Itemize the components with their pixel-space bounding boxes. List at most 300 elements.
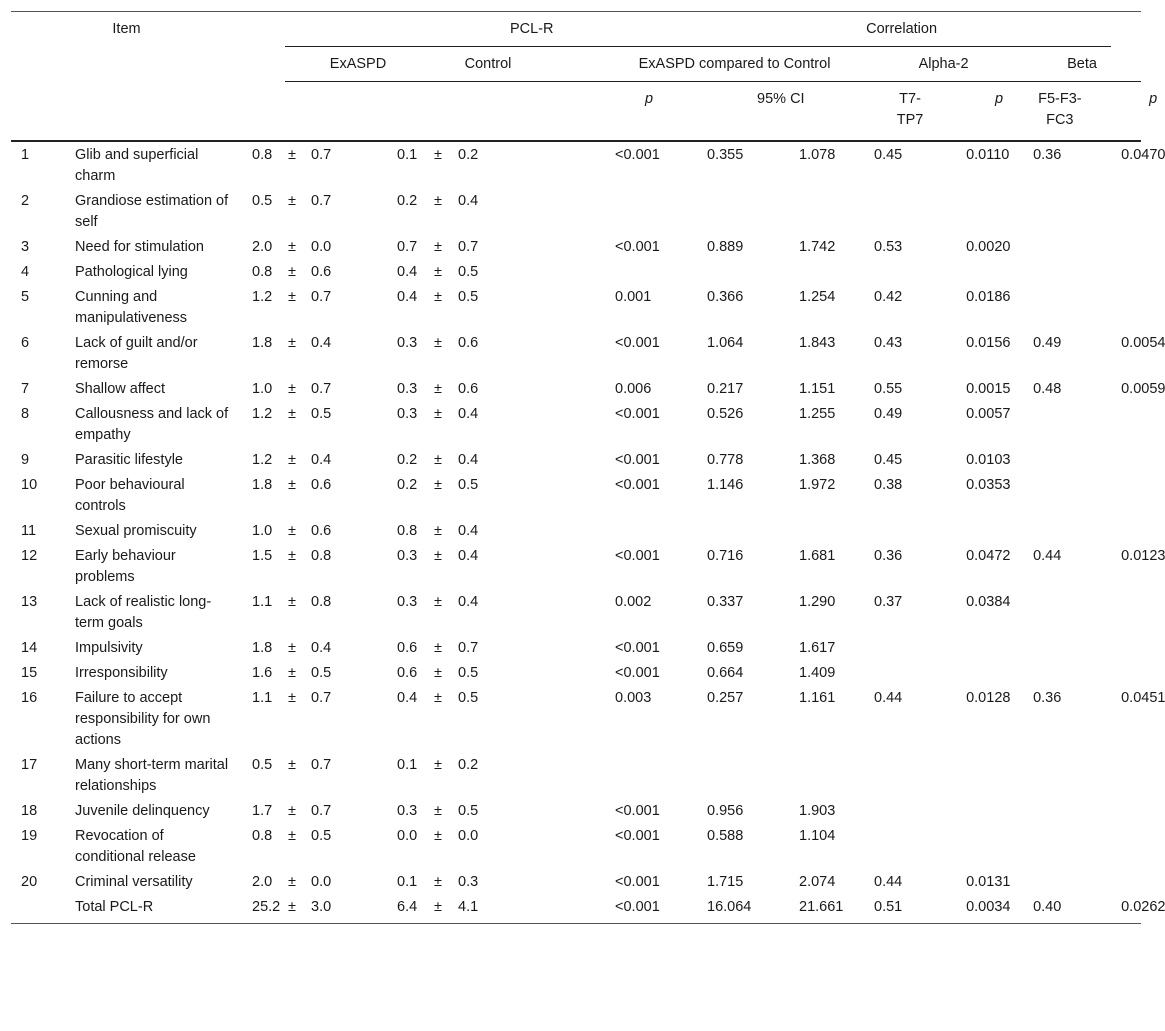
control-mean: 0.3 [397,335,418,351]
exaspd-sd: 0.4 [311,335,332,351]
control-pm: ± [434,406,442,422]
header-t7-tp7 [864,82,956,142]
ci-high: 1.903 [799,803,836,819]
control-sd: 0.4 [458,594,479,610]
item-name: Pathological lying [75,264,188,280]
header-exaspd: ExASPD [285,47,431,82]
control-sd: 0.5 [458,477,479,493]
beta-p [1111,285,1141,331]
compare-p [605,260,697,285]
alpha2-r: 0.37 [874,594,903,610]
compare-p: <0.001 [615,452,660,468]
row-number: 14 [21,640,38,656]
beta-p: 0.0470 [1121,147,1165,163]
row-number: 4 [21,264,30,280]
alpha2-r [864,661,956,686]
control-mean: 0.0 [397,828,418,844]
beta-r [1023,661,1111,686]
beta-r [1023,402,1111,448]
compare-p: 0.002 [615,594,652,610]
beta-r [1023,473,1111,519]
beta-r [1023,636,1111,661]
ci-low: 0.217 [707,381,744,397]
exaspd-pm: ± [288,874,296,890]
ci-low: 0.664 [707,665,744,681]
control-sd: 0.5 [458,264,479,280]
alpha2-r [864,189,956,235]
table-row [11,799,1141,824]
table-row [11,824,1141,870]
beta-r [1023,824,1111,870]
header-95ci: 95% CI [697,82,864,142]
alpha2-p: 0.0020 [966,239,1011,255]
control-mean: 0.3 [397,548,418,564]
ci-high [789,753,864,799]
beta-r [1023,799,1111,824]
item-name: Criminal versatility [75,874,193,890]
control-pm: ± [434,335,442,351]
row-number: 7 [21,381,30,397]
alpha2-r: 0.44 [874,690,903,706]
compare-p: <0.001 [605,895,697,924]
item-name: Poor behavioural controls [75,477,185,514]
beta-r: 0.36 [1033,147,1062,163]
exaspd-sd: 0.8 [311,548,332,564]
compare-p: <0.001 [615,803,660,819]
beta-p [1111,661,1141,686]
table-row [11,686,1141,753]
ci-low: 16.064 [697,895,789,924]
ci-low [697,189,789,235]
alpha2-r: 0.36 [874,548,903,564]
beta-p [1111,590,1141,636]
ci-high: 1.409 [799,665,836,681]
alpha2-r: 0.38 [874,477,903,493]
row-number: 2 [21,193,30,209]
item-name: Irresponsibility [75,665,168,681]
exaspd-mean: 0.5 [252,193,273,209]
exaspd-sd: 0.7 [311,757,332,773]
beta-r [1023,448,1111,473]
alpha2-p: 0.0128 [966,690,1011,706]
table-row [11,260,1141,285]
beta-r [1023,590,1111,636]
header-pclr: PCL-R [285,12,956,47]
alpha2-r: 0.44 [874,874,903,890]
control-mean: 0.3 [397,594,418,610]
ci-high: 1.255 [799,406,836,422]
beta-r: 0.40 [1023,895,1111,924]
alpha2-p: 0.0015 [966,381,1011,397]
alpha2-p: 0.0353 [966,477,1011,493]
ci-high: 1.681 [799,548,836,564]
table-header [11,12,1158,142]
alpha2-r: 0.45 [874,452,903,468]
header-correlation [866,12,1111,47]
alpha2-r: 0.55 [874,381,903,397]
exaspd-pm: ± [288,193,296,209]
alpha2-r: 0.53 [874,239,903,255]
ci-low: 0.257 [707,690,744,706]
ci-low: 0.778 [707,452,744,468]
exaspd-pm: ± [288,757,296,773]
beta-r [1023,519,1111,544]
header-alpha2: Alpha-2 [864,47,1023,82]
alpha2-r [864,636,956,661]
control-pm: ± [434,548,442,564]
item-name: Total PCL-R [73,895,242,924]
item-name: Many short-term marital relationships [75,757,229,794]
control-mean: 0.4 [397,690,418,706]
item-name: Sexual promiscuity [75,523,197,539]
beta-p: 0.0059 [1121,381,1165,397]
control-mean: 0.3 [397,803,418,819]
beta-r [1023,285,1111,331]
beta-r: 0.36 [1033,690,1062,706]
exaspd-pm: ± [288,665,296,681]
item-name: Early behaviour problems [75,548,176,585]
header-t7-line2: TP7 [896,112,924,128]
exaspd-mean: 1.6 [252,665,273,681]
ci-high: 1.972 [799,477,836,493]
control-mean: 0.4 [397,264,418,280]
exaspd-pm: ± [288,523,296,539]
ci-low: 0.716 [707,548,744,564]
control-mean: 0.1 [397,147,418,163]
control-mean: 0.3 [397,406,418,422]
ci-low: 0.366 [707,289,744,305]
beta-p [1111,753,1141,799]
ci-low: 1.146 [707,477,744,493]
beta-p [1111,260,1141,285]
exaspd-mean: 0.8 [252,264,273,280]
compare-p: <0.001 [615,874,660,890]
header-beta: Beta [1023,47,1141,82]
ci-low: 0.337 [707,594,744,610]
control-pm: ± [434,289,442,305]
exaspd-pm: ± [288,147,296,163]
ci-high: 1.104 [799,828,836,844]
alpha2-p [956,824,1023,870]
control-sd: 0.5 [458,803,479,819]
control-pm: ± [434,523,442,539]
alpha2-p [956,519,1023,544]
beta-p: 0.0451 [1121,690,1165,706]
exaspd-mean: 0.5 [252,757,273,773]
exaspd-mean: 1.5 [252,548,273,564]
alpha2-p: 0.0186 [966,289,1011,305]
exaspd-mean: 1.2 [252,289,273,305]
compare-p: 0.001 [615,289,652,305]
control-mean: 0.8 [397,523,418,539]
row-number: 8 [21,406,30,422]
row-number: 19 [21,828,38,844]
compare-p: 0.003 [615,690,652,706]
exaspd-pm: ± [288,594,296,610]
compare-p: <0.001 [615,828,660,844]
exaspd-sd: 0.5 [311,828,332,844]
control-pm: ± [434,381,442,397]
item-name: Impulsivity [75,640,143,656]
alpha2-p: 0.0384 [966,594,1011,610]
ci-low: 0.956 [707,803,744,819]
alpha2-p: 0.0103 [966,452,1011,468]
alpha2-r [864,260,956,285]
beta-p [1111,799,1141,824]
row-number: 6 [21,335,30,351]
control-pm: ± [434,803,442,819]
ci-low [697,519,789,544]
alpha2-r: 0.42 [874,289,903,305]
header-alpha-p: p [956,82,1023,142]
exaspd-pm: ± [288,264,296,280]
ci-low: 0.526 [707,406,744,422]
ci-low [697,753,789,799]
ci-low: 0.659 [707,640,744,656]
beta-r [1023,235,1111,260]
table-row [11,895,1141,924]
exaspd-sd: 0.6 [311,264,332,280]
header-f5-f3-fc3 [1023,82,1111,142]
alpha2-r: 0.51 [864,895,956,924]
compare-p: <0.001 [615,548,660,564]
header-item: Item [11,12,242,47]
exaspd-sd: 0.5 [311,665,332,681]
alpha2-p [956,799,1023,824]
control-sd: 0.3 [458,874,479,890]
alpha2-p: 0.0131 [966,874,1011,890]
exaspd-pm: ± [288,452,296,468]
control-sd: 0.7 [458,239,479,255]
ci-low: 1.715 [707,874,744,890]
item-name: Cunning and manipulativeness [75,289,188,326]
item-name: Failure to accept responsibility for own actions [75,690,211,748]
exaspd-pm: ± [288,828,296,844]
ci-high: 2.074 [799,874,836,890]
exaspd-sd: 0.6 [311,477,332,493]
compare-p: <0.001 [615,147,660,163]
control-sd: 0.4 [458,523,479,539]
row-number: 15 [21,665,38,681]
control-sd: 0.5 [458,289,479,305]
exaspd-sd: 0.7 [311,690,332,706]
ci-high: 21.661 [789,895,864,924]
row-number: 1 [21,147,30,163]
row-number: 18 [21,803,38,819]
table-row [11,636,1141,661]
table-row [11,544,1141,590]
table-row [11,661,1141,686]
beta-r [1023,753,1111,799]
item-name: Glib and superficial charm [75,147,199,184]
compare-p: <0.001 [615,640,660,656]
exaspd-mean: 2.0 [252,239,273,255]
row-number: 3 [21,239,30,255]
beta-p: 0.0262 [1111,895,1141,924]
row-number: 16 [21,690,38,706]
exaspd-mean: 1.8 [252,335,273,351]
beta-p [1111,824,1141,870]
ci-high: 1.843 [799,335,836,351]
beta-p [1111,402,1141,448]
item-name: Lack of guilt and/or remorse [75,335,198,372]
alpha2-p: 0.0156 [966,335,1011,351]
control-pm: ± [434,477,442,493]
beta-p [1111,189,1141,235]
alpha2-r: 0.43 [874,335,903,351]
exaspd-mean: 2.0 [252,874,273,890]
alpha2-p [956,636,1023,661]
exaspd-mean: 0.8 [252,147,273,163]
compare-p: <0.001 [615,239,660,255]
item-name: Shallow affect [75,381,166,397]
ci-high [789,519,864,544]
exaspd-sd: 0.7 [311,147,332,163]
row-number: 11 [21,523,37,539]
exaspd-sd: 0.8 [311,594,332,610]
row-number: 12 [21,548,38,564]
header-control: Control [431,47,605,82]
control-pm: ± [434,147,442,163]
control-pm: ± [434,665,442,681]
ci-low: 0.588 [707,828,744,844]
alpha2-p: 0.0110 [966,147,1010,163]
table-row [11,377,1141,402]
beta-p [1111,870,1141,895]
ci-high: 1.290 [799,594,836,610]
control-mean: 0.1 [397,874,418,890]
ci-high: 1.368 [799,452,836,468]
compare-p [605,189,697,235]
ci-high: 1.151 [799,381,836,397]
control-sd: 4.1 [458,895,605,924]
control-sd: 0.6 [458,335,479,351]
control-pm: ± [431,895,458,924]
control-pm: ± [434,690,442,706]
ci-high: 1.617 [799,640,836,656]
ci-high: 1.161 [799,690,836,706]
exaspd-pm: ± [288,803,296,819]
table-row [11,519,1141,544]
alpha2-r [864,799,956,824]
header-correlation-text: Correlation [866,21,938,37]
exaspd-mean: 1.0 [252,381,273,397]
control-mean: 0.6 [397,665,418,681]
exaspd-mean: 1.1 [252,594,273,610]
control-pm: ± [434,874,442,890]
beta-r: 0.44 [1033,548,1062,564]
beta-r [1023,870,1111,895]
control-mean: 0.3 [397,381,418,397]
table-row [11,331,1141,377]
control-pm: ± [434,193,442,209]
row-number: 9 [21,452,30,468]
control-pm: ± [434,640,442,656]
table-row [11,141,1141,189]
alpha2-r [864,519,956,544]
table-body [11,141,1165,924]
exaspd-sd: 0.7 [311,193,332,209]
exaspd-pm: ± [288,690,296,706]
beta-p [1111,519,1141,544]
exaspd-pm: ± [288,640,296,656]
row-number: 20 [21,874,38,890]
header-compared: ExASPD compared to Control [605,47,864,82]
alpha2-p: 0.0034 [956,895,1023,924]
header-beta-p: p [1111,82,1141,142]
table-row [11,473,1141,519]
exaspd-sd: 3.0 [311,895,387,924]
row-number: 13 [21,594,38,610]
item-name: Need for stimulation [75,239,204,255]
control-mean: 0.6 [397,640,418,656]
exaspd-mean: 1.8 [252,477,273,493]
exaspd-mean: 1.0 [252,523,273,539]
exaspd-pm: ± [288,548,296,564]
item-name: Callousness and lack of empathy [75,406,229,443]
alpha2-r: 0.45 [874,147,903,163]
exaspd-mean: 1.8 [252,640,273,656]
control-sd: 0.2 [458,147,479,163]
control-sd: 0.7 [458,640,479,656]
control-sd: 0.5 [458,665,479,681]
header-f5-line2: FC3 [1046,112,1074,128]
alpha2-r: 0.49 [874,406,903,422]
ci-low: 0.355 [707,147,744,163]
exaspd-sd: 0.6 [311,523,332,539]
exaspd-pm: ± [288,406,296,422]
control-sd: 0.4 [458,548,479,564]
beta-r [1023,260,1111,285]
table-row [11,235,1141,260]
control-sd: 0.2 [458,757,479,773]
ci-low: 1.064 [707,335,744,351]
control-pm: ± [434,828,442,844]
beta-p: 0.0054 [1121,335,1165,351]
exaspd-sd: 0.0 [311,874,332,890]
row-number: 10 [21,477,38,493]
exaspd-pm: ± [288,289,296,305]
ci-low [697,260,789,285]
table-row [11,870,1141,895]
control-pm: ± [434,239,442,255]
alpha2-p: 0.0472 [966,548,1011,564]
exaspd-pm: ± [288,381,296,397]
pclr-correlation-table [11,11,1165,924]
control-mean: 0.2 [397,477,418,493]
exaspd-pm: ± [285,895,311,924]
exaspd-pm: ± [288,335,296,351]
exaspd-sd: 0.4 [311,452,332,468]
exaspd-mean: 0.8 [252,828,273,844]
exaspd-sd: 0.0 [311,239,332,255]
exaspd-mean: 1.2 [252,452,273,468]
table-row [11,590,1141,636]
beta-p: 0.0123 [1121,548,1165,564]
control-mean: 6.4 [387,895,431,924]
beta-r: 0.48 [1033,381,1062,397]
item-name: Grandiose estimation of self [75,193,229,230]
table-row [11,402,1141,448]
ci-high [789,189,864,235]
item-name: Juvenile delinquency [75,803,210,819]
beta-r [1023,189,1111,235]
exaspd-pm: ± [288,239,296,255]
header-t7-line1: T7- [899,91,921,107]
table-row [11,753,1141,799]
beta-p [1111,473,1141,519]
table-row [11,448,1141,473]
